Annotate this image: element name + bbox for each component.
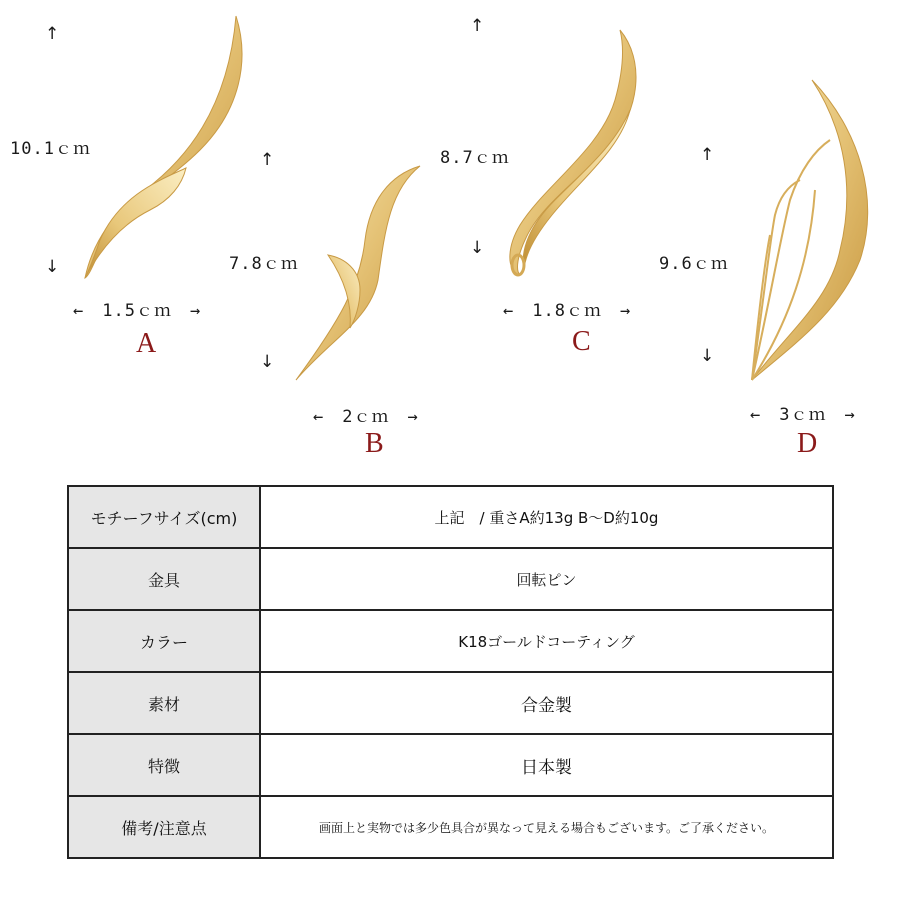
height-arrow-down-c: ↓ (470, 238, 485, 258)
table-row (68, 548, 833, 610)
table-row (68, 734, 833, 796)
width-label-b: ← 2ｃｍ → (313, 407, 419, 427)
brooch-letter-d: D (797, 428, 818, 459)
spec-key-material: 素材 (68, 672, 260, 734)
spec-key-notes: 備考/注意点 (68, 796, 260, 858)
spec-key-motif-size: モチーフサイズ(cm) (68, 486, 260, 548)
brooch-b-image (296, 166, 420, 380)
table-row (68, 796, 833, 858)
table-row (68, 610, 833, 672)
width-label-d: ← 3ｃｍ → (750, 405, 856, 425)
spec-value-material: 合金製 (260, 672, 833, 734)
spec-value-fitting: 回転ピン (260, 548, 833, 610)
height-label-a: 10.1ｃｍ (10, 139, 91, 159)
height-label-d: 9.6ｃｍ (659, 254, 729, 274)
width-label-a: ← 1.5ｃｍ → (73, 301, 202, 321)
spec-key-fitting: 金具 (68, 548, 260, 610)
table-row (68, 486, 833, 548)
brooch-d-image (752, 80, 868, 380)
brooch-c-image (510, 30, 636, 275)
brooch-a-image (85, 16, 242, 278)
height-label-b: 7.8ｃｍ (229, 254, 299, 274)
spec-table (67, 485, 834, 859)
height-arrow-up-b: ↑ (260, 150, 275, 170)
height-arrow-up-c: ↑ (470, 16, 485, 36)
height-arrow-up-d: ↑ (700, 145, 715, 165)
height-label-c: 8.7ｃｍ (440, 148, 510, 168)
table-row (68, 672, 833, 734)
spec-key-feature: 特徴 (68, 734, 260, 796)
height-arrow-up-a: ↑ (45, 24, 60, 44)
spec-value-notes: 画面上と実物では多少色具合が異なって見える場合もございます。ご了承ください。 (260, 796, 833, 858)
height-arrow-down-d: ↓ (700, 346, 715, 366)
brooch-letter-b: B (365, 428, 384, 459)
brooch-letter-a: A (136, 328, 157, 359)
brooch-letter-c: C (572, 326, 591, 357)
height-arrow-down-b: ↓ (260, 352, 275, 372)
height-arrow-down-a: ↓ (45, 257, 60, 277)
spec-value-feature: 日本製 (260, 734, 833, 796)
spec-value-color: K18ゴールドコーティング (260, 610, 833, 672)
spec-key-color: カラー (68, 610, 260, 672)
spec-value-motif-size: 上記 / 重さA約13g B〜D約10g (260, 486, 833, 548)
width-label-c: ← 1.8ｃｍ → (503, 301, 632, 321)
